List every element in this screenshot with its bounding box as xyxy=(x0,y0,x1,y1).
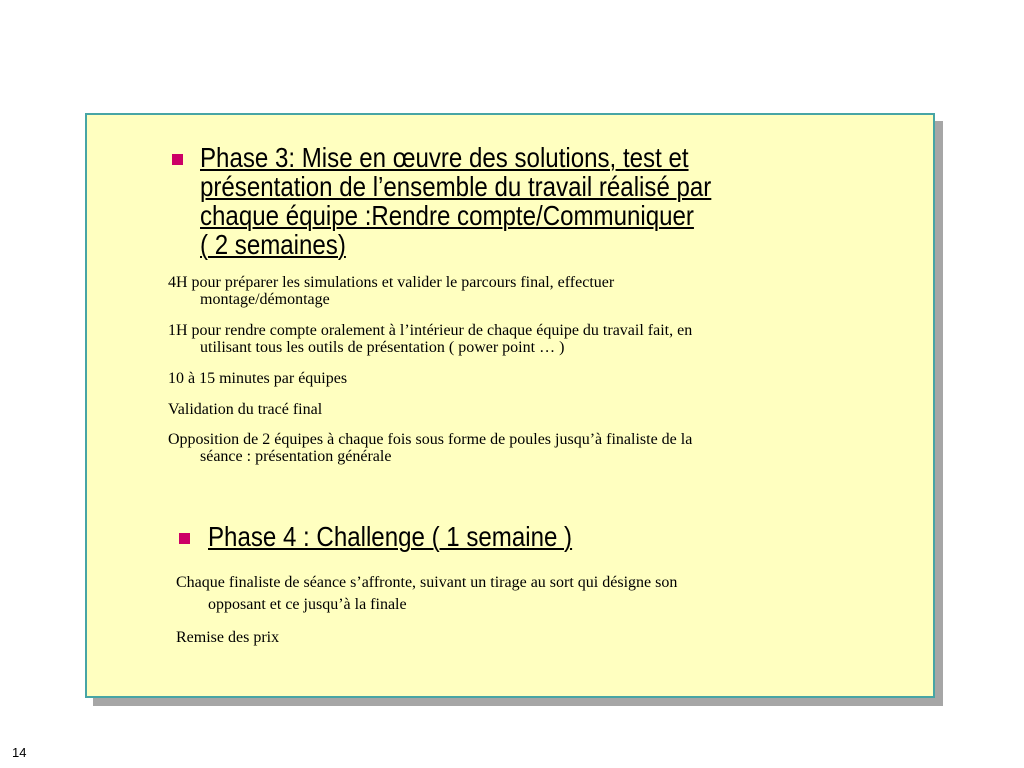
phase4-item-2 xyxy=(176,629,279,646)
phase3-item-4 xyxy=(168,401,322,418)
phase3-item-3 xyxy=(168,370,347,387)
phase3-title-line-2: présentation de l’ensemble du travail réalisé par xyxy=(200,171,712,202)
phase3-title xyxy=(200,143,711,259)
phase3-item-5-line-1: Opposition de 2 équipes à chaque fois sous forme de poules jusqu’à finaliste de la xyxy=(168,431,693,448)
phase4-item-1 xyxy=(176,572,677,616)
phase3-item-1-line-1: 4H pour préparer les simulations et valider le parcours final, effectuer xyxy=(168,274,615,291)
phase3-title-line-3: chaque équipe :Rendre compte/Communiquer xyxy=(200,200,694,231)
phase4-item-2-line-1: Remise des prix xyxy=(176,629,280,646)
phase3-item-2-line-2: utilisant tous les outils de présentation ( power point … ) xyxy=(200,339,565,356)
phase3-item-5-line-2: séance : présentation générale xyxy=(200,448,392,465)
phase3-title-line-1: Phase 3: Mise en œuvre des solutions, test et xyxy=(200,142,689,173)
phase3-item-5 xyxy=(168,431,692,465)
phase3-item-3-line-1: 10 à 15 minutes par équipes xyxy=(168,370,348,387)
phase3-item-4-line-1: Validation du tracé final xyxy=(168,401,323,418)
phase4-title xyxy=(208,522,572,551)
phase4-item-1-line-1: Chaque finaliste de séance s’affronte, suivant un tirage au sort qui désigne son xyxy=(176,574,678,591)
phase3-title-line-4: ( 2 semaines) xyxy=(200,229,346,260)
page-number: 14 xyxy=(12,745,27,760)
phase3-item-2 xyxy=(168,322,692,356)
phase3-item-1 xyxy=(168,274,614,308)
phase4-item-1-line-2: opposant et ce jusqu’à la finale xyxy=(208,596,407,613)
phase4-title-text: Phase 4 : Challenge ( 1 semaine ) xyxy=(208,521,573,552)
phase3-item-2-line-1: 1H pour rendre compte oralement à l’intérieur de chaque équipe du travail fait, en xyxy=(168,322,693,339)
phase4-bullet-icon xyxy=(179,533,190,544)
phase3-item-1-line-2: montage/démontage xyxy=(200,291,330,308)
phase3-bullet-icon xyxy=(172,154,183,165)
